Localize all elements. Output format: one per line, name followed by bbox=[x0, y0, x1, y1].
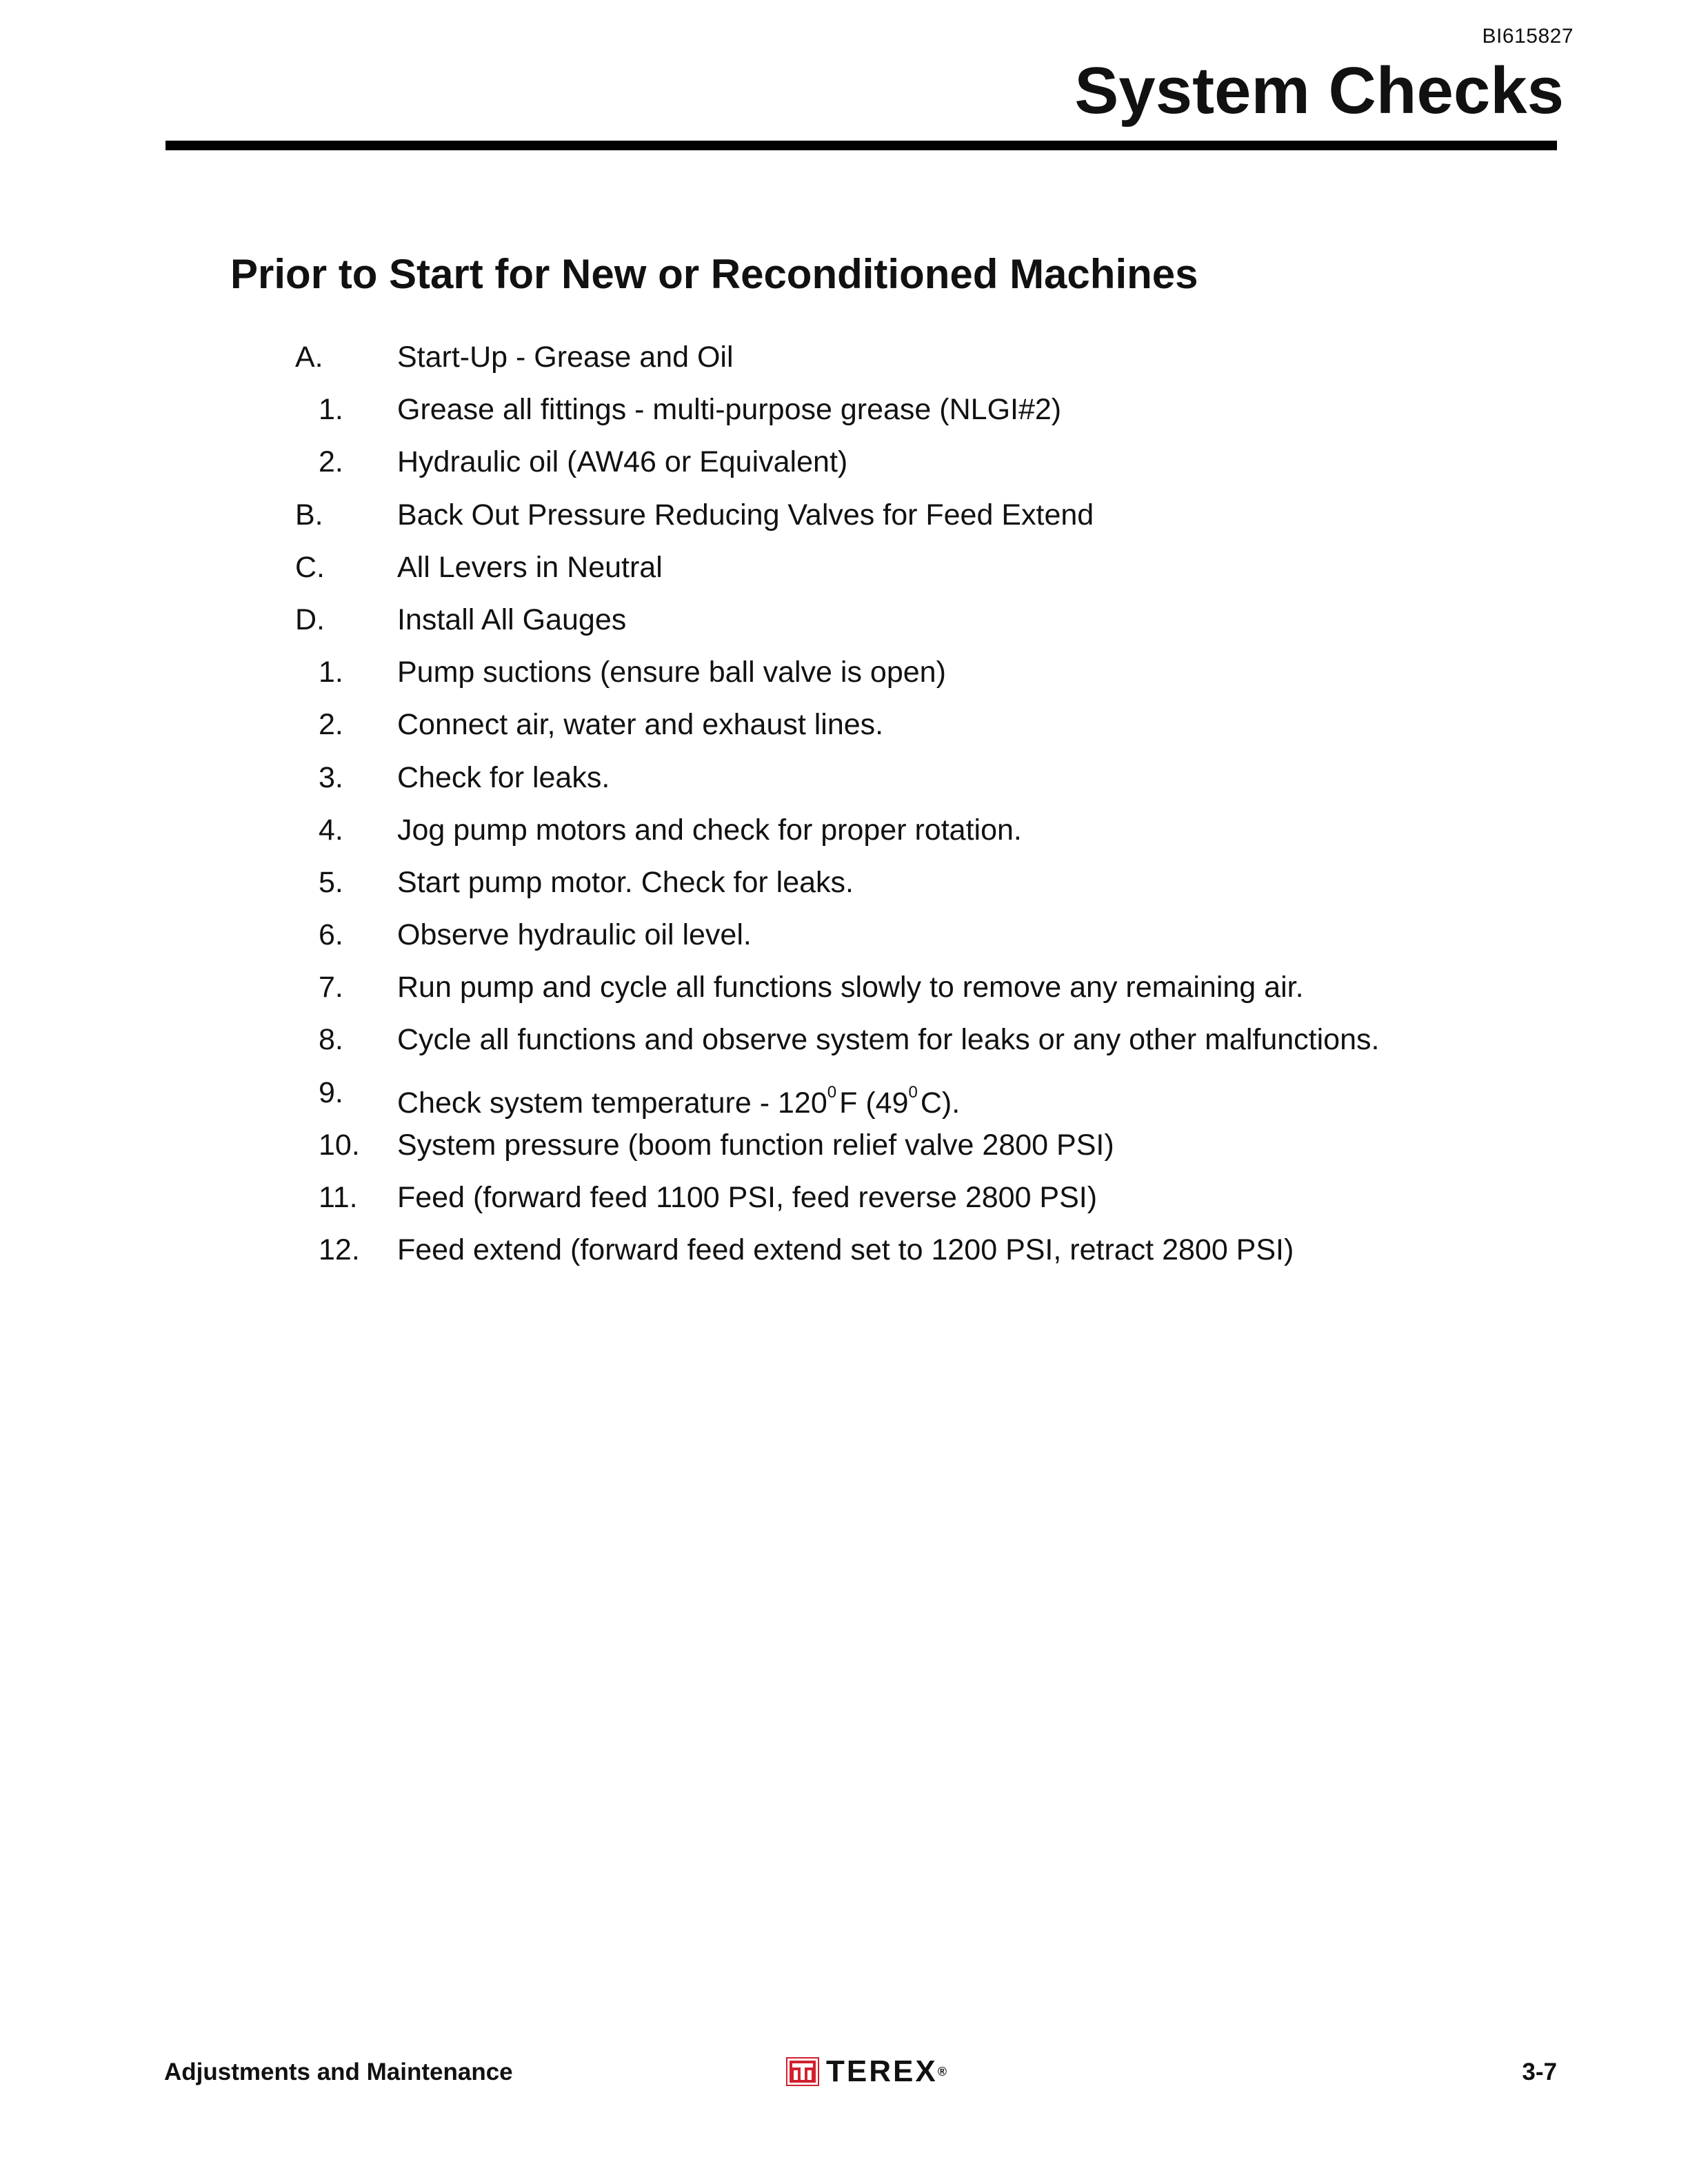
list-item bbox=[0, 1178, 1688, 1231]
item-marker: A. bbox=[295, 341, 323, 374]
item-text: Run pump and cycle all functions slowly to remove any remaining air. bbox=[397, 971, 1304, 1004]
list-item bbox=[0, 338, 1688, 390]
degree-superscript: 0 bbox=[827, 1082, 837, 1102]
document-id: BI615827 bbox=[1482, 25, 1574, 48]
item-text: All Levers in Neutral bbox=[397, 550, 663, 584]
degree-superscript: 0 bbox=[908, 1082, 918, 1102]
item-text: Observe hydraulic oil level. bbox=[397, 918, 752, 952]
item-marker: 11. bbox=[319, 1181, 358, 1214]
temp-text-a: Check system temperature - 120 bbox=[397, 1086, 827, 1120]
list-item bbox=[0, 705, 1688, 758]
section-heading: Prior to Start for New or Reconditioned Machines bbox=[230, 251, 1198, 297]
list-item bbox=[0, 443, 1688, 495]
item-text: Back Out Pressure Reducing Valves for Feed Extend bbox=[397, 498, 1094, 532]
item-marker: 4. bbox=[319, 813, 343, 847]
item-text bbox=[397, 1073, 960, 1122]
item-marker: 6. bbox=[319, 918, 343, 952]
item-text: Feed extend (forward feed extend set to 1200 PSI, retract 2800 PSI) bbox=[397, 1233, 1294, 1267]
list-item bbox=[0, 496, 1688, 548]
list-item bbox=[0, 916, 1688, 968]
item-marker: 8. bbox=[319, 1023, 343, 1057]
temp-text-c: C). bbox=[920, 1086, 961, 1120]
item-text: Start pump motor. Check for leaks. bbox=[397, 865, 854, 899]
item-text: Start-Up - Grease and Oil bbox=[397, 341, 734, 374]
item-marker: 2. bbox=[319, 445, 343, 479]
list-item bbox=[0, 968, 1688, 1020]
item-marker: 2. bbox=[319, 708, 343, 742]
item-marker: B. bbox=[295, 498, 323, 532]
item-marker: 10. bbox=[319, 1128, 360, 1162]
item-marker: D. bbox=[295, 603, 325, 636]
list-item bbox=[0, 1126, 1688, 1178]
item-text: Check for leaks. bbox=[397, 760, 610, 794]
page-title: System Checks bbox=[1074, 54, 1564, 128]
item-marker: C. bbox=[295, 550, 325, 584]
item-text: Install All Gauges bbox=[397, 603, 627, 636]
logo-wordmark: TEREX bbox=[826, 2054, 938, 2088]
list-item bbox=[0, 1231, 1688, 1283]
item-marker: 9. bbox=[319, 1075, 343, 1109]
page-number: 3-7 bbox=[1522, 2059, 1557, 2085]
terex-emblem-icon bbox=[786, 2057, 819, 2086]
item-text: Jog pump motors and check for proper rotation. bbox=[397, 813, 1022, 847]
list-item bbox=[0, 811, 1688, 863]
temp-text-b: F (49 bbox=[839, 1086, 909, 1120]
item-text: Cycle all functions and observe system for leaks or any other malfunctions. bbox=[397, 1023, 1380, 1057]
list-item bbox=[0, 758, 1688, 811]
item-text: Connect air, water and exhaust lines. bbox=[397, 708, 884, 742]
list-item bbox=[0, 1073, 1688, 1126]
list-item bbox=[0, 1020, 1688, 1073]
item-marker: 3. bbox=[319, 760, 343, 794]
item-text: System pressure (boom function relief valve 2800 PSI) bbox=[397, 1128, 1114, 1162]
item-marker: 1. bbox=[319, 393, 343, 427]
item-text: Pump suctions (ensure ball valve is open) bbox=[397, 656, 946, 689]
item-text: Grease all fittings - multi-purpose grease (NLGI#2) bbox=[397, 393, 1062, 427]
list-item bbox=[0, 600, 1688, 653]
item-marker: 7. bbox=[319, 971, 343, 1004]
item-marker: 12. bbox=[319, 1233, 360, 1267]
item-marker: 1. bbox=[319, 656, 343, 689]
list-item bbox=[0, 653, 1688, 705]
checklist bbox=[0, 338, 1688, 1283]
item-text: Feed (forward feed 1100 PSI, feed reverse 2800 PSI) bbox=[397, 1181, 1098, 1214]
item-text: Hydraulic oil (AW46 or Equivalent) bbox=[397, 445, 848, 479]
title-divider bbox=[165, 141, 1557, 150]
item-marker: 5. bbox=[319, 865, 343, 899]
footer-section-name: Adjustments and Maintenance bbox=[164, 2059, 513, 2085]
terex-logo bbox=[786, 2056, 947, 2087]
list-item bbox=[0, 863, 1688, 916]
list-item bbox=[0, 548, 1688, 600]
registered-mark: ® bbox=[937, 2064, 947, 2079]
list-item bbox=[0, 390, 1688, 443]
